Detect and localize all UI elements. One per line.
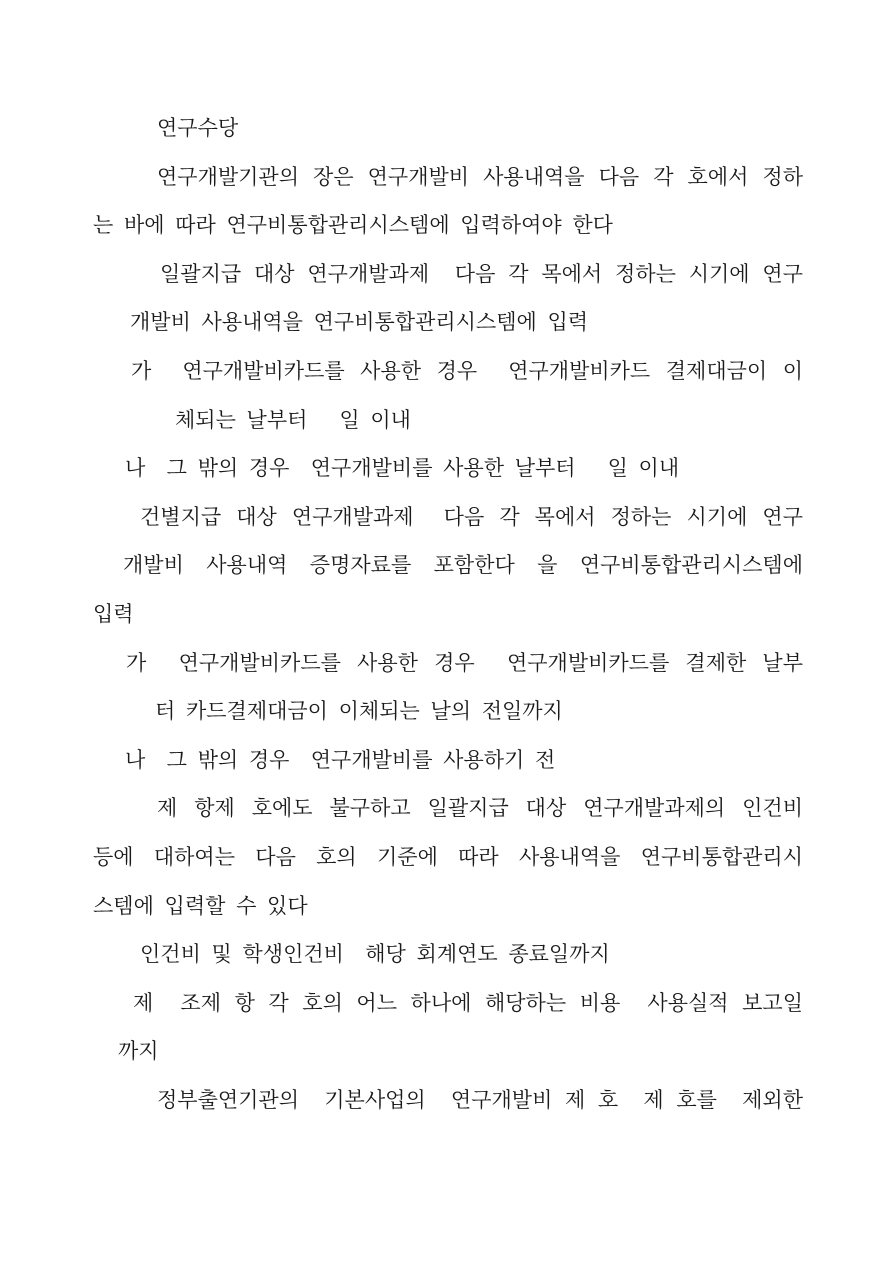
text-line: 터 카드결제대금이 이체되는 날의 전일까지 — [155, 699, 563, 724]
text-line: 등에 대하여는 다음 호의 기준에 따라 사용내역을 연구비통합관리시 — [93, 844, 803, 869]
text-line: 가 연구개발비카드를 사용한 경우 연구개발비카드를 결제한 날부 — [126, 650, 803, 675]
document-text-block — [93, 104, 803, 1124]
text-line: 나 그 밖의 경우 연구개발비를 사용하기 전 — [125, 747, 556, 772]
text-line: 일괄지급 대상 연구개발과제 다음 각 목에서 정하는 시기에 연구 — [160, 261, 803, 286]
text-line: 나 그 밖의 경우 연구개발비를 사용한 날부터 일 이내 — [125, 456, 680, 481]
text-line: 입력 — [93, 601, 134, 626]
text-line: 제 항제 호에도 불구하고 일괄지급 대상 연구개발과제의 인건비 — [157, 796, 803, 821]
text-line: 제 조제 항 각 호의 어느 하나에 해당하는 비용 사용실적 보고일 — [133, 990, 803, 1015]
text-line: 체되는 날부터 일 이내 — [175, 407, 411, 432]
text-line: 개발비 사용내역을 연구비통합관리시스템에 입력 — [130, 310, 589, 335]
text-line: 스템에 입력할 수 있다 — [93, 893, 308, 918]
text-line: 건별지급 대상 연구개발과제 다음 각 목에서 정하는 시기에 연구 — [140, 504, 803, 529]
text-line: 연구개발기관의 장은 연구개발비 사용내역을 다음 각 호에서 정하 — [157, 164, 803, 189]
text-line: 연구수당 — [157, 116, 239, 140]
text-line: 는 바에 따라 연구비통합관리시스템에 입력하여야 한다 — [93, 213, 613, 238]
text-line: 개발비 사용내역 증명자료를 포함한다 을 연구비통합관리시스템에 — [123, 553, 803, 578]
text-line: 인건비 및 학생인건비 해당 회계연도 종료일까지 — [140, 942, 610, 967]
text-line: 가 연구개발비카드를 사용한 경우 연구개발비카드 결제대금이 이 — [131, 358, 803, 383]
text-line: 정부출연기관의 기본사업의 연구개발비 제 호 제 호를 제외한 — [157, 1087, 803, 1112]
text-line: 까지 — [118, 1039, 159, 1064]
